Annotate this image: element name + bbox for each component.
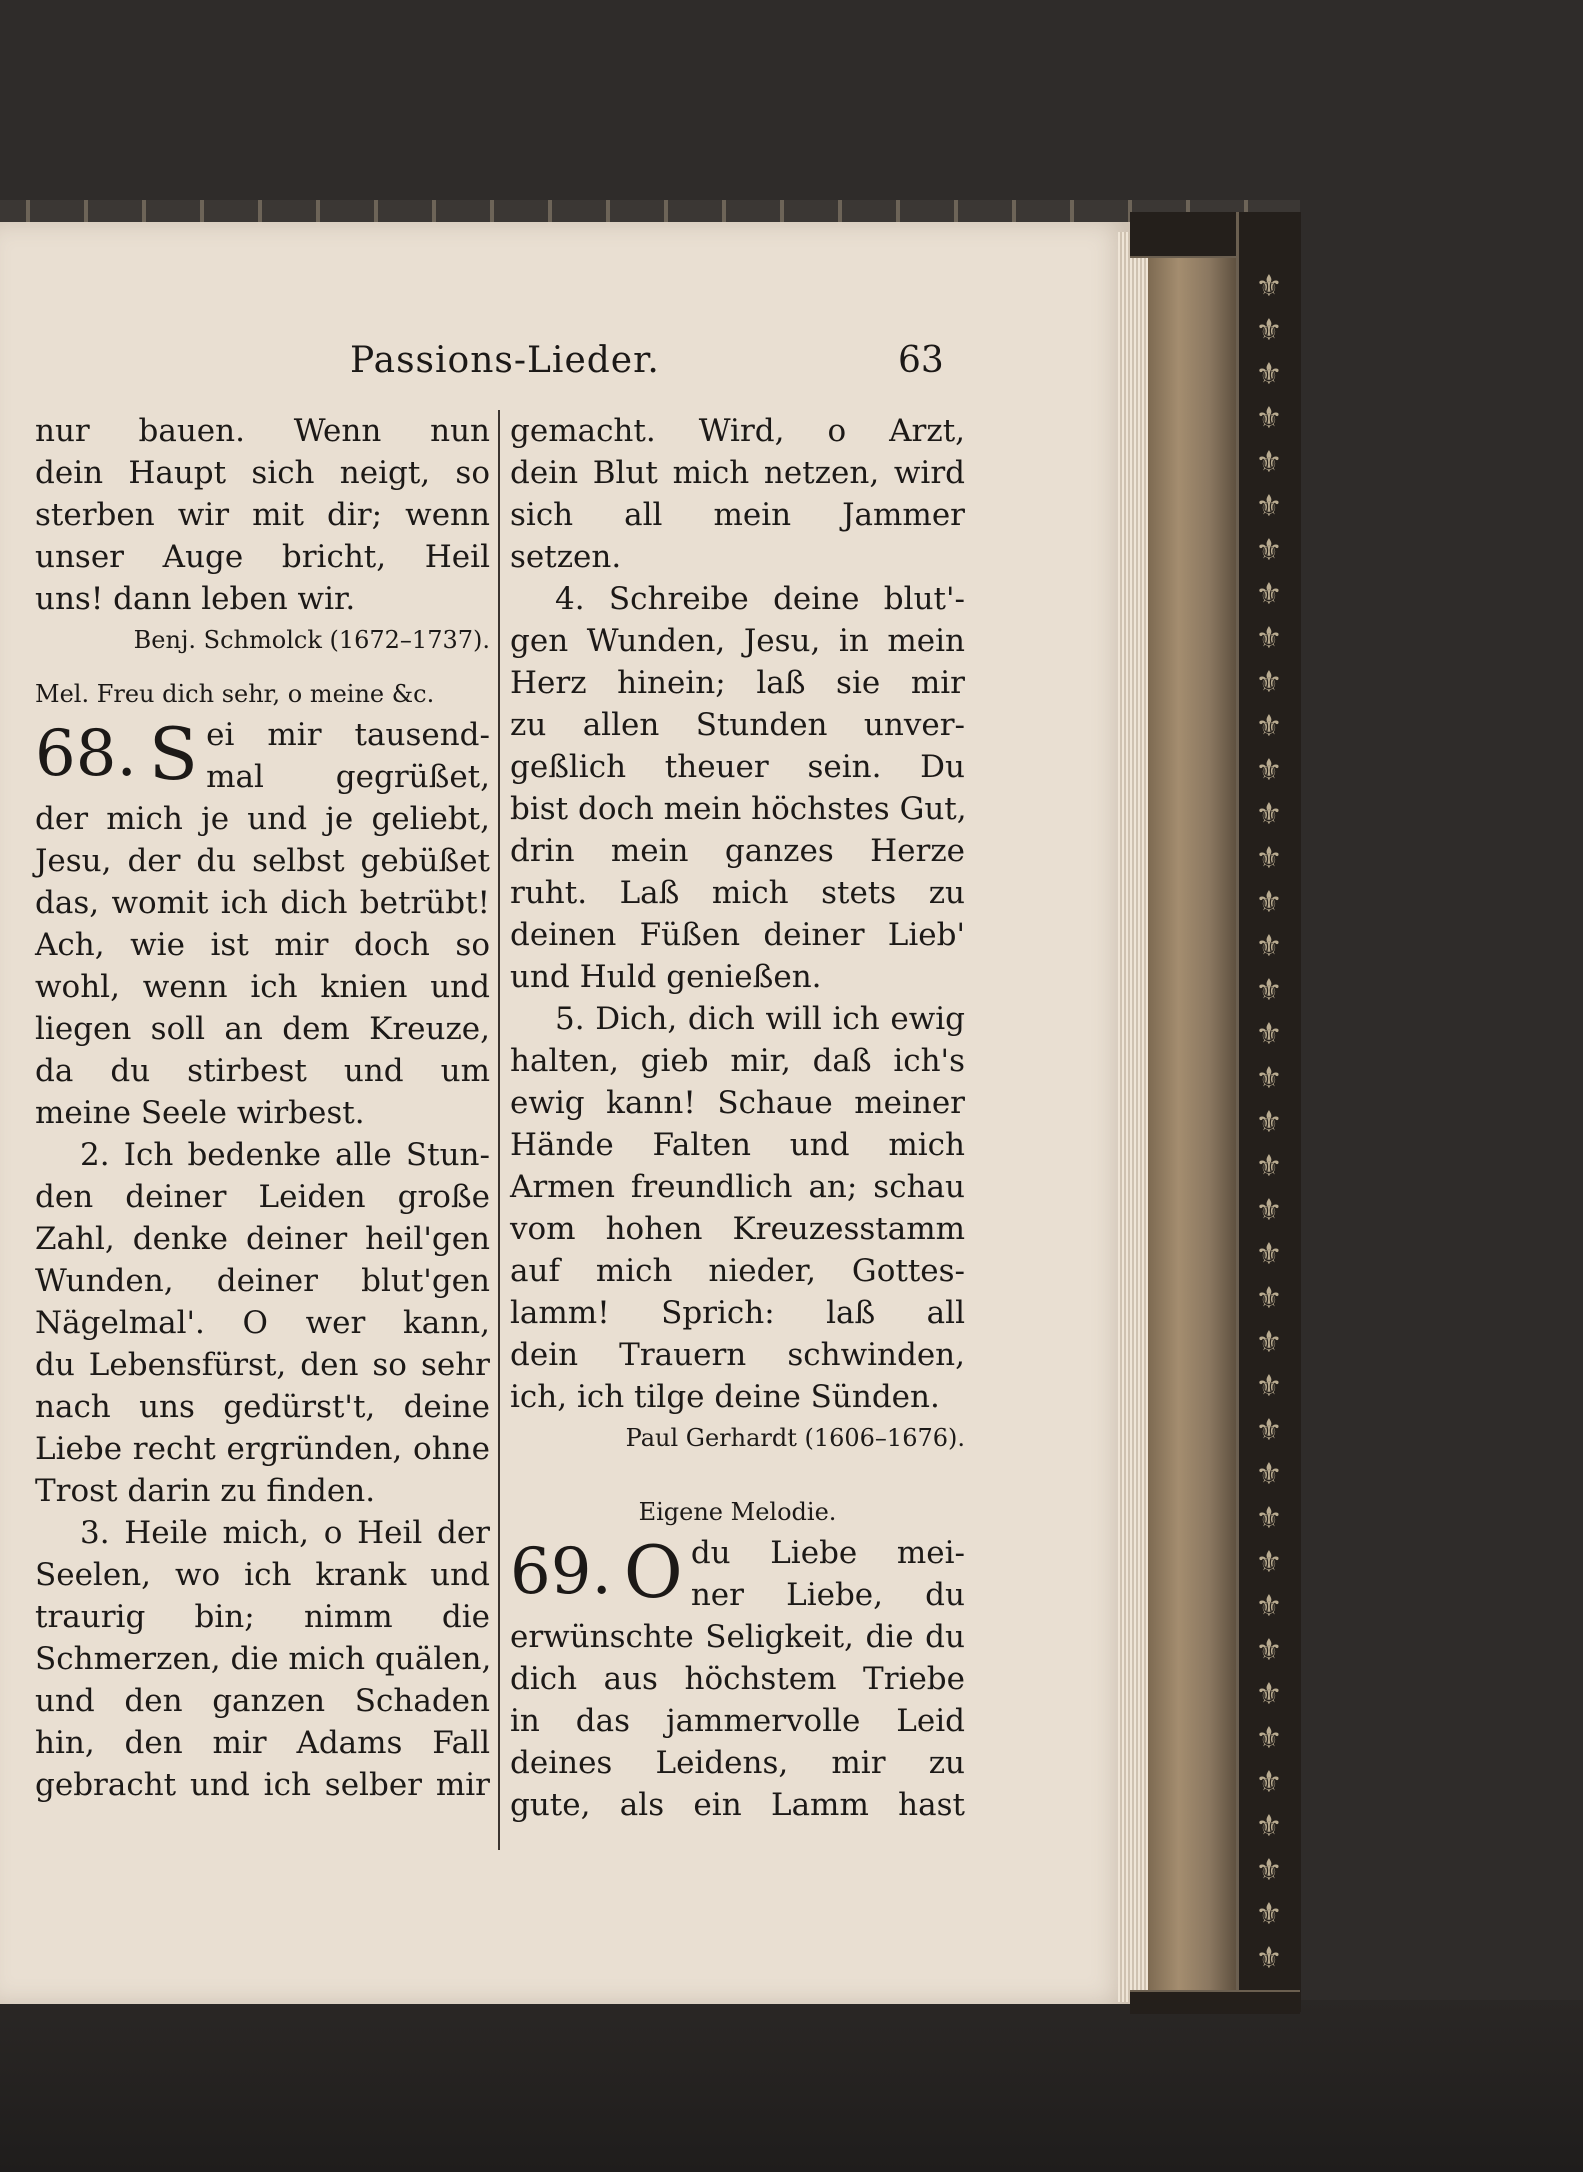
hymn-69-start <box>510 1532 965 1616</box>
drop-cap: S <box>148 712 199 796</box>
text-line: Jesu, der du selbst gebüßet <box>35 843 490 879</box>
text-line: geßlich theuer sein. Du <box>510 749 965 785</box>
fleur-ornament-icon: ⚜ <box>1255 1677 1283 1712</box>
fleur-ornament-icon: ⚜ <box>1255 1061 1283 1096</box>
hymn-first-lines <box>691 1532 965 1616</box>
fleur-ornament-icon: ⚜ <box>1255 1941 1283 1976</box>
fleur-ornament-icon: ⚜ <box>1255 1765 1283 1800</box>
text-line: halten, gieb mir, daß ich's <box>510 1043 965 1079</box>
text-line: erwünschte Seligkeit, die du <box>510 1619 965 1655</box>
melody-line: Mel. Freu dich sehr, o meine &c. <box>35 680 435 708</box>
gilt-page-edge <box>1148 258 1236 1990</box>
hymn-number: 69. <box>510 1535 612 1609</box>
fleur-ornament-icon: ⚜ <box>1255 1237 1283 1272</box>
text-line: der mich je und je geliebt, <box>35 801 490 837</box>
fleur-ornament-icon: ⚜ <box>1255 1809 1283 1844</box>
text-line: hin, den mir Adams Fall <box>35 1725 490 1761</box>
fleur-ornament-icon: ⚜ <box>1255 445 1283 480</box>
fleur-ornament-icon: ⚜ <box>1255 1545 1283 1580</box>
fleur-ornament-icon: ⚜ <box>1255 841 1283 876</box>
text-line: ich, ich tilge deine Sünden. <box>510 1379 940 1415</box>
right-column <box>510 410 965 1826</box>
text-line: nur bauen. Wenn nun <box>35 413 490 449</box>
author-credit-gerhardt: Paul Gerhardt (1606–1676). <box>625 1424 965 1452</box>
author-credit-schmolck: Benj. Schmolck (1672–1737). <box>133 626 490 654</box>
page-edges <box>1118 232 1148 2002</box>
text-line: 4. Schreibe deine blut'- <box>555 581 965 617</box>
text-line: gemacht. Wird, o Arzt, <box>510 413 965 449</box>
book-cover <box>1236 212 1301 2012</box>
fleur-ornament-icon: ⚜ <box>1255 1149 1283 1184</box>
fleur-ornament-icon: ⚜ <box>1255 1325 1283 1360</box>
fleur-ornament-icon: ⚜ <box>1255 1589 1283 1624</box>
column-divider <box>498 410 500 1850</box>
text-line: du Lebensfürst, den so sehr <box>35 1347 490 1383</box>
text-line: dein Haupt sich neigt, so <box>35 455 490 491</box>
text-line: und den ganzen Schaden <box>35 1683 490 1719</box>
text-line: sterben wir mit dir; wenn <box>35 497 490 533</box>
text-line: vom hohen Kreuzesstamm <box>510 1211 965 1247</box>
fleur-ornament-icon: ⚜ <box>1255 621 1283 656</box>
text-line: traurig bin; nimm die <box>35 1599 490 1635</box>
text-line: dein Blut mich netzen, wird <box>510 455 965 491</box>
fleur-ornament-icon: ⚜ <box>1255 269 1283 304</box>
fleur-ornament-icon: ⚜ <box>1255 401 1283 436</box>
fleur-ornament-icon: ⚜ <box>1255 1017 1283 1052</box>
fleur-ornament-icon: ⚜ <box>1255 665 1283 700</box>
hymn-number: 68. <box>35 717 137 791</box>
text-line: Seelen, wo ich krank und <box>35 1557 490 1593</box>
text-line: deinen Füßen deiner Lieb' <box>510 917 965 953</box>
background <box>0 2000 1583 2172</box>
hymn-68-verse-1 <box>35 798 490 1134</box>
text-line: da du stirbest und um <box>35 1053 490 1089</box>
fleur-ornament-icon: ⚜ <box>1255 1369 1283 1404</box>
book-top-edge <box>0 200 1300 222</box>
text-line: Nägelmal'. O wer kann, <box>35 1305 490 1341</box>
drop-cap: O <box>623 1530 683 1614</box>
hymn-69-lines <box>510 1616 965 1826</box>
hymn-68-verse-5 <box>510 998 965 1418</box>
left-column <box>35 410 490 1806</box>
text-line: uns! dann leben wir. <box>35 581 356 617</box>
fleur-ornament-icon: ⚜ <box>1255 885 1283 920</box>
text-line: sich all mein Jammer <box>510 497 965 533</box>
text-line: lamm! Sprich: laß all <box>510 1295 965 1331</box>
text-line: gen Wunden, Jesu, in mein <box>510 623 965 659</box>
text-line: Herz hinein; laß sie mir <box>510 665 965 701</box>
fleur-ornament-icon: ⚜ <box>1255 1105 1283 1140</box>
text-line: und Huld genießen. <box>510 959 822 995</box>
text-line: Hände Falten und mich <box>510 1127 965 1163</box>
text-line: Zahl, denke deiner heil'gen <box>35 1221 490 1257</box>
fleur-ornament-icon: ⚜ <box>1255 753 1283 788</box>
hymn-68-verse-4 <box>510 578 965 998</box>
fleur-ornament-icon: ⚜ <box>1255 1457 1283 1492</box>
text-line: gute, als ein Lamm hast <box>510 1787 965 1823</box>
intro-lines <box>35 410 490 620</box>
hymn-68-verse-3 <box>35 1512 490 1806</box>
fleur-ornament-icon: ⚜ <box>1255 1413 1283 1448</box>
text-line: ei mir tausend- <box>206 717 490 753</box>
fleur-ornament-icon: ⚜ <box>1255 1193 1283 1228</box>
text-line: drin mein ganzes Herze <box>510 833 965 869</box>
fleur-ornament-icon: ⚜ <box>1255 1281 1283 1316</box>
fleur-ornament-icon: ⚜ <box>1255 1897 1283 1932</box>
text-line: unser Auge bricht, Heil <box>35 539 490 575</box>
text-line: 2. Ich bedenke alle Stun- <box>80 1137 490 1173</box>
hymn-first-lines <box>206 714 490 798</box>
fleur-ornament-icon: ⚜ <box>1255 577 1283 612</box>
text-line: ner Liebe, du <box>690 1577 965 1613</box>
text-line: Ach, wie ist mir doch so <box>35 927 490 963</box>
text-line: auf mich nieder, Gottes- <box>510 1253 965 1289</box>
text-line: nach uns gedürst't, deine <box>35 1389 490 1425</box>
fleur-ornament-icon: ⚜ <box>1255 313 1283 348</box>
fleur-ornament-icon: ⚜ <box>1255 357 1283 392</box>
fleur-ornament-icon: ⚜ <box>1255 1721 1283 1756</box>
fleur-ornament-icon: ⚜ <box>1255 1853 1283 1888</box>
text-line: liegen soll an dem Kreuze, <box>35 1011 490 1047</box>
fleur-ornament-icon: ⚜ <box>1255 1501 1283 1536</box>
fleur-ornament-icon: ⚜ <box>1255 797 1283 832</box>
page-number: 63 <box>898 340 944 381</box>
text-line: du Liebe mei- <box>690 1535 965 1571</box>
text-line: 3. Heile mich, o Heil der <box>80 1515 490 1551</box>
text-line: Liebe recht ergründen, ohne <box>35 1431 490 1467</box>
fleur-ornament-icon: ⚜ <box>1255 929 1283 964</box>
text-line: mal gegrüßet, <box>206 759 490 795</box>
text-line: Schmerzen, die mich quälen, <box>35 1641 492 1677</box>
running-header: Passions-Lieder. <box>350 340 660 381</box>
text-line: ruht. Laß mich stets zu <box>510 875 965 911</box>
text-line: Wunden, deiner blut'gen <box>35 1263 490 1299</box>
text-line: das, womit ich dich betrübt! <box>35 885 490 921</box>
cover-bottom <box>1130 1990 1300 2014</box>
text-line: dich aus höchstem Triebe <box>510 1661 965 1697</box>
continued-lines <box>510 410 965 578</box>
text-line: in das jammervolle Leid <box>510 1703 965 1739</box>
text-line: dein Trauern schwinden, <box>510 1337 965 1373</box>
text-line: meine Seele wirbest. <box>35 1095 365 1131</box>
text-line: Trost darin zu finden. <box>35 1473 376 1509</box>
text-line: Armen freundlich an; schau <box>510 1169 965 1205</box>
text-line: den deiner Leiden große <box>35 1179 490 1215</box>
text-line: bist doch mein höchstes Gut, <box>510 791 967 827</box>
melody-line: Eigene Melodie. <box>638 1498 837 1526</box>
fleur-ornament-icon: ⚜ <box>1255 533 1283 568</box>
text-line: ewig kann! Schaue meiner <box>510 1085 965 1121</box>
fleur-ornament-icon: ⚜ <box>1255 709 1283 744</box>
text-line: deines Leidens, mir zu <box>510 1745 965 1781</box>
fleur-ornament-icon: ⚜ <box>1255 489 1283 524</box>
text-line: 5. Dich, dich will ich ewig <box>555 1001 965 1037</box>
fleur-ornament-icon: ⚜ <box>1255 973 1283 1008</box>
hymn-68-start <box>35 714 490 798</box>
fleur-ornament-icon: ⚜ <box>1255 1633 1283 1668</box>
text-line: setzen. <box>510 539 622 575</box>
text-line: wohl, wenn ich knien und <box>35 969 490 1005</box>
hymn-68-verse-2 <box>35 1134 490 1512</box>
text-line: zu allen Stunden unver- <box>510 707 965 743</box>
text-line: gebracht und ich selber mir <box>35 1767 490 1803</box>
